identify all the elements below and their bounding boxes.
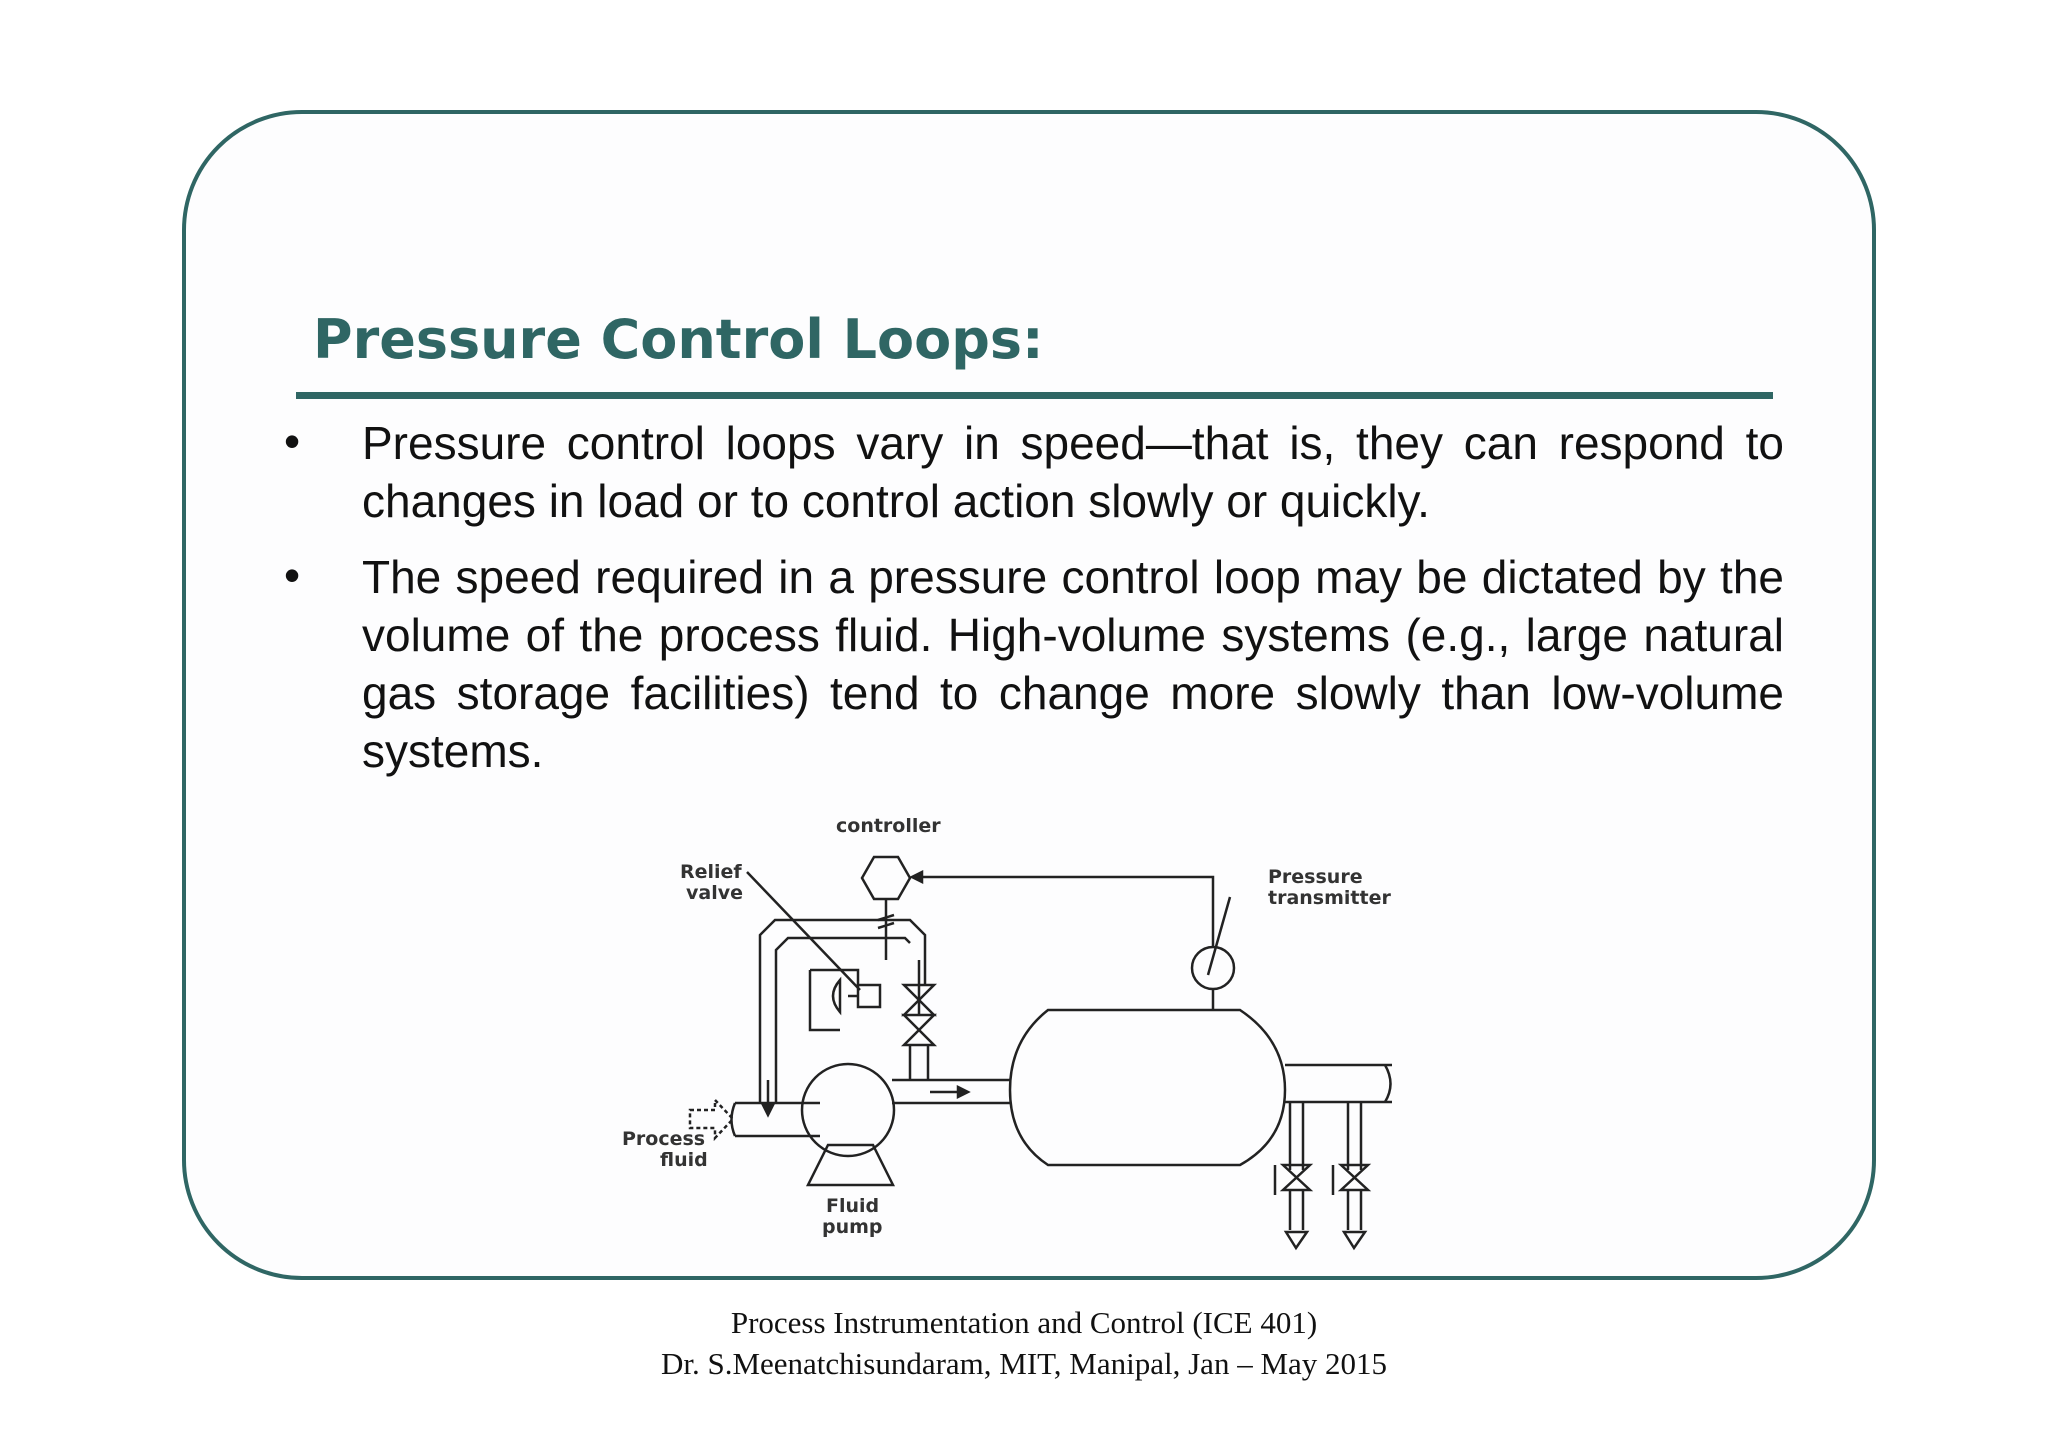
title-underline — [296, 392, 1773, 399]
bullet-item: Pressure control loops vary in speed—that is, they can respond to changes in load or to control action slowly or quickly. — [362, 417, 1784, 527]
drain-lower-pipes — [1290, 1190, 1361, 1230]
drain-valve-2-icon — [1341, 1165, 1368, 1190]
signal-line — [912, 877, 1213, 947]
outlet-pipe — [1285, 1065, 1392, 1102]
bypass-return-head — [763, 1105, 773, 1115]
outlet-pipe-end — [1385, 1065, 1391, 1102]
pressure-vessel — [1010, 1010, 1285, 1165]
bullet-marker: • — [284, 549, 301, 601]
fluid-pump-label-1: Fluid — [826, 1195, 880, 1217]
pressure-loop-diagram — [600, 800, 1400, 1270]
controller-icon — [862, 857, 910, 899]
control-valve-pipes — [910, 1045, 928, 1080]
drain-outlet-arrows-icon — [1286, 1232, 1365, 1248]
drain-pipes — [1290, 1102, 1361, 1170]
pressure-transmitter-label-2: transmitter — [1268, 887, 1391, 909]
transmitter-leader-line — [1208, 897, 1230, 975]
fluid-pump-label-2: pump — [822, 1216, 883, 1238]
bullet-marker: • — [284, 415, 301, 467]
relief-valve-body — [858, 985, 880, 1007]
bypass-line — [760, 920, 925, 1103]
process-fluid-label-2: fluid — [660, 1149, 708, 1171]
controller-label: controller — [836, 815, 941, 837]
flow-arrow-head — [958, 1087, 968, 1097]
relief-valve-label-2: valve — [686, 882, 743, 904]
pump-base — [808, 1145, 893, 1185]
bullet-item: The speed required in a pressure control loop may be dictated by the volume of the process fluid. High-volume systems (e.g., large natural gas storage facilities) tend to change more slowly than low-volume systems. — [362, 551, 1784, 777]
process-fluid-label-1: Process — [622, 1128, 706, 1150]
slide-title: Pressure Control Loops: — [313, 308, 1044, 371]
inlet-pipe-end — [732, 1103, 736, 1136]
signal-arrow-head — [912, 872, 922, 882]
drain-valve-1-icon — [1283, 1165, 1310, 1190]
controller-output-line — [878, 899, 894, 960]
fluid-pump-icon — [802, 1064, 894, 1156]
footer-course: Process Instrumentation and Control (ICE 401) — [730, 1305, 1318, 1340]
pressure-transmitter-label-1: Pressure — [1268, 866, 1363, 888]
relief-valve-label-1: Relief — [680, 861, 742, 883]
footer-author: Dr. S.Meenatchisundaram, MIT, Manipal, Jan – May 2015 — [660, 1346, 1388, 1381]
